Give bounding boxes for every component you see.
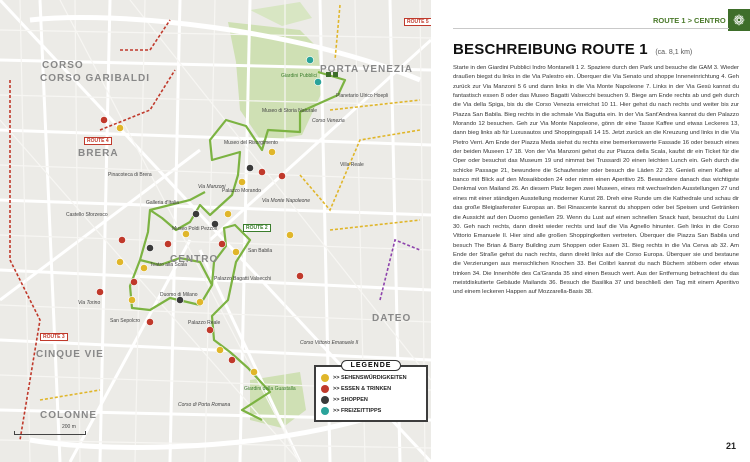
map-legend xyxy=(314,362,428,422)
map-label: Palazzo Reale xyxy=(188,320,221,326)
map-label: Planetario Ulrico Hoepli xyxy=(336,93,389,99)
map-label: Duomo di Milano xyxy=(160,292,198,298)
route-description xyxy=(453,64,739,298)
map-label: Museo del Risorgimento xyxy=(224,140,278,146)
district-label-corso-garibaldi: CORSO GARIBALDI xyxy=(40,73,150,84)
map-label: Via Torino xyxy=(78,300,101,306)
legend-label: >> SHOPPEN xyxy=(333,397,368,403)
legend-item-leisure xyxy=(321,407,421,415)
body-paragraph: Starte in den Giardini Pubblici Indro Montanelli 1 2. Spaziere durch den Park und besuche die GAM 3. Wieder draußen biegst du links in die Via Palestro ein. Überquer die Via Senato und shoppe Inneneinrichtung 4. Geh zurück zur Via Manzoni 5 6 und dann links in die Via Monte Napoleone 7. Links in der Via Gesù kannst du fantastisch essen 8 oder das Museo Bagatti Valsecchi besuchen 9. Biege am Ende rechts ab und geh durch die Via della Spiga, bis du die Corso Venezia erreichst 10 11. Hier gehst du nach rechts und weiter bis zur Piazza San Babila. Bieg rechts in die schmale Via Bagutta ein. In der Via Sant'Andrea kannst du den Palazzo Morando 12 besuchen. Geh zur Via Monte Napoleone, gönn dir eine Tasse Kaffee und etwas Leckeres 13, dann bieg links ab für Luxusautos und Shoppingspaß 14 15. Jetzt zurück an die Kreuzung und links in die Via Pietro Verri. Am Ende der Piazza Meda siehst du rechts eine bemerkenswerte Fassade 16 oder besuch eines der beiden Museen 17 18. Von der Via Manzoni gehst du zur Piazza della Scala, kaufst dir ein Ticket für die Oper oder besuchst das Museum 19 und nimmst bei Trussardi 20 einen leichten Lunch ein. Geh durch die schicke Passage 21, bewundere die Schaufenster oder besuch die Läden 22 23. Genieß einen Kaffee al banco mit Blick auf den Mosaikboden 24 oder nimm einen Aperitivo 25. Bewundere danach das wichtigste Denkmal von Mailand 26. An diesem Platz liegen zwei Museen, eines mit wechselnden Ausstellungen 27 und eines mit einer ständigen Ausstellung moderner Kunst 28. Dreh eine Runde um die Kathedrale und schau dir das große Bleiglasfenster Europas an. Bei Rinascente kannst du shoppen oder bei Speisen und Getränken die Aussicht auf den Duomo genießen 29. Wenn du Lust auf einen schnellen Snack hast, besuchst du Luini 30. Geh nach rechts, dann direkt wieder rechts und lauf die Via Agnello hinunter. Geh links in die Corso Vittorio Emanuele II. Hier sind alle großen Shoppingketten vertreten. Überquer die Piazza San Babila und besuch The Brian & Barry Building zum Shoppen oder Essen 31. Bieg rechts in die Via Cerva ab 32. Am Ende der Straße gehst du nach rechts, dann direkt links auf die Corso Europa. Überquer sie und bestaune die Verzierungen aus menschlichen Knochen 33. Bei Colibrì kannst du nach Büchern stöbern oder etwas trinken 34. Die Innenhöfe des Ca'Granda 35 sind einen Besuch wert. Aus der Entfernung betrachtest du das meistdiskutierte Gebäude Mailands 36. Besuch die Basilika 37 und beschließ den Tag mit einem Aperitivo und einem leckeren Happen auf Mozzarella-Basis 38. xyxy=(453,65,739,296)
route-tag: ROUTE 4 xyxy=(84,137,112,145)
map-label: Corso Venezia xyxy=(312,118,345,124)
district-label-centro: CENTRO xyxy=(170,254,219,265)
legend-item-food xyxy=(321,385,421,393)
map-label: Corso di Porta Romana xyxy=(178,402,231,408)
scale-bar xyxy=(14,431,86,435)
scale-label: 200 m xyxy=(62,424,76,430)
title-block xyxy=(453,41,692,59)
map-label: Museo Poldi Pezzoli xyxy=(172,226,218,232)
teal-dot-icon xyxy=(321,407,329,415)
map-label: Via Monte Napoleone xyxy=(262,198,310,204)
route-distance: (ca. 8,1 km) xyxy=(655,49,693,56)
district-label-dateo: DATEO xyxy=(372,313,412,324)
yellow-dot-icon xyxy=(321,374,329,382)
district-label-brera: BRERA xyxy=(78,148,119,159)
map-label: Palazzo Bagatti Valsecchi xyxy=(214,276,272,282)
red-dot-icon xyxy=(321,385,329,393)
map-label: San Sepolcro xyxy=(110,318,141,324)
route-tag: ROUTE 5 xyxy=(404,18,431,26)
district-label-cinque-vie: CINQUE VIE xyxy=(36,349,104,360)
map-label: Giardini della Guastalla xyxy=(244,386,296,392)
route-tag: ROUTE 3 xyxy=(40,333,68,341)
map-label: Museo di Storia Naturale xyxy=(262,108,318,114)
district-label-colonne: COLONNE xyxy=(40,410,97,421)
map-label: Palazzo Morando xyxy=(222,188,261,194)
legend-title: LEGENDE xyxy=(341,360,401,371)
legend-label: >> ESSEN & TRINKEN xyxy=(333,386,392,392)
district-label-corso-garibaldi: CORSO xyxy=(42,60,84,71)
breadcrumb: ROUTE 1 > CENTRO xyxy=(653,16,726,25)
text-page xyxy=(431,0,750,462)
route-tag: ROUTE 2 xyxy=(243,224,271,232)
map-label: Galleria d'Italia xyxy=(146,200,179,206)
map-label: Via Manzoni xyxy=(198,184,226,190)
page-header xyxy=(431,0,750,36)
map-label: Corso Vittorio Emanuele II xyxy=(300,340,359,346)
legend-label: >> FREIZEITTIPPS xyxy=(333,408,382,414)
map-label: Castello Sforzesco xyxy=(66,212,108,218)
header-divider xyxy=(453,28,729,29)
page-title: BESCHREIBUNG ROUTE 1 xyxy=(453,41,648,58)
map-label: Giardini Pubblici xyxy=(281,73,318,79)
map-label: Pinacoteca di Brera xyxy=(108,172,152,178)
district-label-porta-venezia: PORTA VENEZIA xyxy=(320,64,414,75)
map-label: San Babila xyxy=(248,248,273,254)
map-label: Villa Reale xyxy=(340,162,364,168)
sun-star-icon: ❁ xyxy=(728,9,750,31)
map-label: Teatro alla Scala xyxy=(150,262,187,268)
legend-label: >> SEHENSWÜRDIGKEITEN xyxy=(333,375,407,381)
legend-item-shopping xyxy=(321,396,421,404)
page-number: 21 xyxy=(725,441,736,451)
legend-item-sights xyxy=(321,374,421,382)
dark-dot-icon xyxy=(321,396,329,404)
